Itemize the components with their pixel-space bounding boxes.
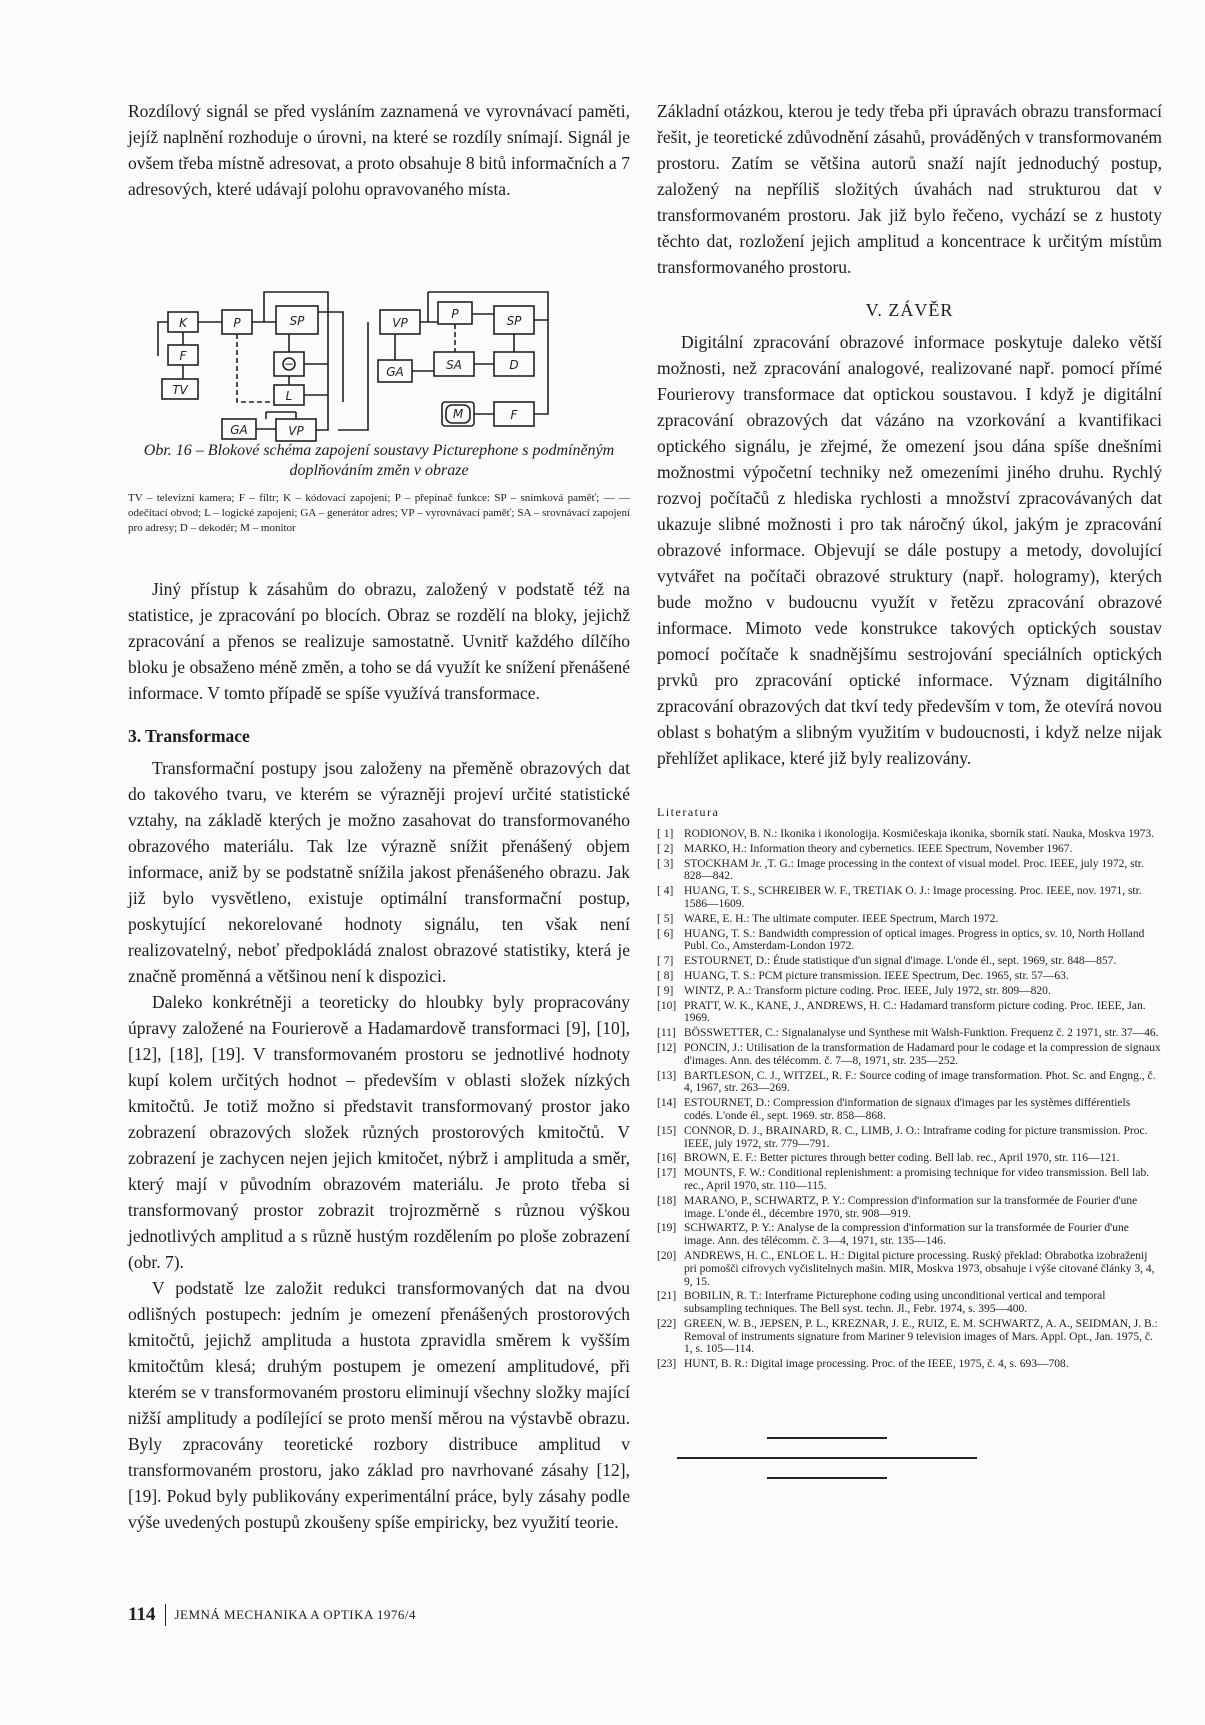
label-vp2: VP <box>392 316 408 330</box>
reference-number: [10] <box>657 999 677 1012</box>
reference-text: WINTZ, P. A.: Transform picture coding. Proc. IEEE, July 1972, str. 809—820. <box>684 984 1051 997</box>
label-k: K <box>179 316 187 330</box>
reference-number: [13] <box>657 1069 677 1082</box>
block-diagram-figure <box>128 252 630 438</box>
figure-legend: TV – televizní kamera; F – filtr; K – kódovací zapojení; P – přepínač funkce: SP – snímková paměť; — — odečítací obvod; L – logické zapojení; GA – generátor adres; VP – vyrovnávací paměť; SA – srovnávací zapojení pro adresy; D – dekodér; M – monitor <box>128 492 630 534</box>
reference-item <box>657 913 1162 926</box>
reference-item <box>657 1167 1162 1193</box>
reference-item <box>657 885 1162 911</box>
reference-number: [ 3] <box>657 857 674 870</box>
reference-number: [18] <box>657 1194 677 1207</box>
reference-text: GREEN, W. B., JEPSEN, P. L., KREZNAR, J. E., RUIZ, E. M. SCHWARTZ, A. A., SEIDMAN, J. B.: Removal of instruments signature from Mariner 9 television images of Mars. Appl. Opt., Jan. 1975, č. 1, s. 105—114. <box>684 1317 1158 1356</box>
reference-number: [15] <box>657 1124 677 1137</box>
reference-text: ESTOURNET, D.: Compression d'information de signaux d'images par les systèmes différentiels codés. L'onde él., sept. 1969. str. 858—868. <box>684 1097 1131 1122</box>
reference-number: [ 6] <box>657 927 674 940</box>
reference-text: MARKO, H.: Information theory and cybernetics. IEEE Spectrum, November 1967. <box>684 842 1073 855</box>
reference-text: CONNOR, D. J., BRAINARD, R. C., LIMB, J. O.: Intraframe coding for picture transmission. Proc. IEEE, july 1972, str. 779—791. <box>684 1124 1148 1150</box>
reference-item <box>657 1358 1162 1371</box>
reference-item <box>657 843 1162 856</box>
block-diagram <box>128 252 630 438</box>
figure-caption: Obr. 16 – Blokové schéma zapojení soustavy Picturephone s podmíněným doplňováním změn v obraze <box>143 442 615 479</box>
right-column <box>657 98 1162 1479</box>
label-ga1: GA <box>230 423 248 437</box>
paragraph: Daleko konkrétněji a teoreticky do hloubky byly propracovány úpravy založené na Fourierově a Hadamardově transformaci [9], [10], [12], [18], [19]. V transformovaném prostoru se jednotlivé hodnoty kupí kolem určitých hodnot – především v oblasti složek nízkých kmitočtů. Je totiž možno si představit transformovaný prostor jako zobrazení obrazových složek různých prostorových kmitočtů. V zobrazení je zachycen nejen jejich kmitočet, nýbrž i amplituda a směr, který mají v původním obrazovém materiálu. Je proto třeba si transformovaný prostor zobrazit trojrozměrně s různou výškou jednotlivých amplitud a s různě hustým rozdělením po ploše zobrazení (obr. 7). <box>128 992 630 1272</box>
reference-item <box>657 1318 1162 1356</box>
reference-text: RODIONOV, B. N.: Ikonika i ikonologija. Kosmičeskaja ikonika, sborník statí. Nauka, Moskva 1973. <box>684 828 1154 840</box>
reference-item <box>657 928 1162 954</box>
reference-text: HUANG, T. S., SCHREIBER W. F., TRETIAK O. J.: Image processing. Proc. IEEE, nov. 1971, str. 1586—1609. <box>684 885 1142 910</box>
reference-text: ANDREWS, H. C., ENLOE L. H.: Digital picture processing. Ruský překlad: Obrabotka izobraženij pri pomošči cifrovych vyčislitelnych mašin. MIR, Moskva 1973, obsahuje i výše citované články 3, 4, 9, 15. <box>684 1249 1155 1288</box>
reference-number: [ 2] <box>657 842 674 855</box>
end-rule <box>767 1477 887 1479</box>
label-vp1: VP <box>288 424 304 438</box>
label-p1: P <box>233 316 241 330</box>
literature-heading: Literatura <box>657 805 720 819</box>
reference-item <box>657 1290 1162 1316</box>
label-l: L <box>285 389 293 403</box>
label-d: D <box>509 358 519 372</box>
reference-text: BÖSSWETTER, C.: Signalanalyse und Synthese mit Walsh-Funktion. Frequenz č. 2 1971, str. 37—46. <box>684 1027 1159 1040</box>
reference-number: [ 4] <box>657 885 674 898</box>
paragraph: Rozdílový signál se před vysláním zaznamená ve vyrovnávací paměti, jejíž naplnění rozhoduje o úrovni, na které se rozdíly snímají. Signál je ovšem třeba místně adresovat, a proto obsahuje 8 bitů informačních a 7 adresových, které udávají polohu opravovaného místa. <box>128 101 630 199</box>
reference-item <box>657 1042 1162 1068</box>
reference-text: ESTOURNET, D.: Étude statistique d'un signal d'image. L'onde él., sept. 1969, str. 848—857. <box>684 955 1117 968</box>
label-f2: F <box>510 408 518 422</box>
reference-item <box>657 1152 1162 1165</box>
page-number: 114 <box>128 1604 156 1625</box>
paragraph: Digitální zpracování obrazové informace poskytuje daleko větší možnosti, než zpracování analogové, realizované např. pomocí přímé Fourierovy transformace dat optickou soustavou. I když je digitální zpracování obrazových dat vázáno na vzorkování a kvantifikaci optického signálu, je zřejmé, že omezení jsou dána spíše dnešními možnostmi výpočetní techniky než omezeními jiného druhu. Rychlý rozvoj počítačů z hlediska rychlosti a množství zpracovávaných dat ukazuje slibné možnosti i pro tak náročný úkol, jakým je zpracování obrazové informace. Objevují se dále postupy a metody, dovolující vytvářet na počítači obrazové struktury (např. hologramy), kterých bude možno v budoucnu využít v řetězu zpracování obrazové informace. Mimoto vede konstrukce takových optických soustav pomocí počítače k snadnějšímu sestrojování speciálních optických prvků pro zpracování optické informace. Význam digitálního zpracování obrazových dat tkví tedy především v tom, že otevírá novou oblast s bohatým a slibným využitím v budoucnosti, i když nelze nijak přehlížet aplikace, které již byly realizovány. <box>657 332 1162 768</box>
reference-text: HUNT, B. R.: Digital image processing. Proc. of the IEEE, 1975, č. 4, s. 693—708. <box>684 1358 1069 1371</box>
label-sa: SA <box>446 358 462 372</box>
reference-text: WARE, E. H.: The ultimate computer. IEEE Spectrum, March 1972. <box>684 912 999 925</box>
reference-number: [14] <box>657 1097 677 1110</box>
reference-number: [ 1] <box>657 828 674 840</box>
left-column <box>128 98 630 1535</box>
paragraph: Základní otázkou, kterou je tedy třeba při úpravách obrazu transformací řešit, je teoretické zdůvodnění zásahů, prováděných v transformovaném prostoru. Zatím se většina autorů snaží najít jednoduchý postup, založený na nepříliš složitých úvahách nad strukturou dat v transformovaném prostoru. Jak již bylo řečeno, vychází se z hustoty těchto dat, rozložení jejich amplitud a koncentrace k určitým místům transformovaného prostoru. <box>657 101 1162 277</box>
reference-item <box>657 970 1162 983</box>
reference-list <box>657 828 1162 1371</box>
reference-number: [19] <box>657 1222 677 1235</box>
reference-text: HUANG, T. S.: Bandwidth compression of optical images. Progress in optics, sv. 10, North Holland Publ. Co., Amsterdam-London 1972. <box>684 927 1145 953</box>
reference-text: SCHWARTZ, P. Y.: Analyse de la compression d'information sur la transformée de Fourier d'une image. Ann. des télécomm. č. 3—4, 1971, str. 135—146. <box>684 1222 1129 1248</box>
paragraph: Jiný přístup k zásahům do obrazu, založený v podstatě též na statistice, je zpracování po blocích. Obraz se rozdělí na bloky, jejichž zpracování a přenos se realizuje samostatně. Uvnitř každého dílčího bloku je obsaženo méně změn, a toho se dá využít ke snížení přenášené informace. V tomto případě se spíše využívá transformace. <box>128 579 630 703</box>
label-minus: − <box>283 357 295 371</box>
reference-number: [11] <box>657 1027 676 1040</box>
section-heading: V. ZÁVĚR <box>865 300 954 320</box>
reference-item <box>657 1125 1162 1151</box>
label-p2: P <box>451 307 459 321</box>
reference-number: [ 8] <box>657 969 674 982</box>
label-m: M <box>452 407 464 421</box>
paragraph: V podstatě lze založit redukci transformovaných dat na dvou odlišných postupech: jedním je omezení přenášených prostorových kmitočtů, jejichž amplituda a hustota zpravidla směrem k vyšším kmitočtům klesá; druhým postupem je omezení amplitudové, při kterém se v transformovaném prostoru eliminují všechny složky mající nižší amplitudy a podílející se proto menší měrou na výstavbě obrazu. Byly zpracovány teoretické rozbory distribuce amplitud v transformovaném prostoru, jako základ pro navrhované zásahy [12], [19]. Pokud byly publikovány experimentální práce, byly zásahy podle výše uvedených postupů zkoušeny spíše empiricky, bez využití teorie. <box>128 1278 630 1532</box>
reference-text: BARTLESON, C. J., WITZEL, R. F.: Source coding of image transformation. Phot. Sc. and Engng., č. 4, 1967, str. 263—269. <box>684 1069 1156 1095</box>
footer-divider <box>165 1604 166 1626</box>
reference-text: BROWN, E. F.: Better pictures through better coding. Bell lab. rec., April 1970, str. 116—121. <box>684 1152 1120 1165</box>
reference-text: MOUNTS, F. W.: Conditional replenishment: a promising technique for video transmission. Bell lab. rec., April 1970, str. 110—115. <box>684 1167 1150 1192</box>
reference-number: [ 5] <box>657 912 674 925</box>
reference-text: PRATT, W. K., KANE, J., ANDREWS, H. C.: Hadamard transform picture coding. Proc. IEEE, Jan. 1969. <box>684 999 1146 1025</box>
section-heading: 3. Transformace <box>128 726 250 746</box>
reference-item <box>657 1000 1162 1026</box>
reference-number: [12] <box>657 1041 677 1054</box>
label-tv: TV <box>172 383 188 397</box>
reference-number: [16] <box>657 1152 677 1165</box>
end-rule <box>767 1437 887 1439</box>
label-sp2: SP <box>506 314 522 328</box>
reference-text: MARANO, P., SCHWARTZ, P. Y.: Compression d'information sur la transformée de Fourier d'une image. L'onde él., décembre 1970, str. 908—919. <box>684 1194 1138 1220</box>
paragraph: Transformační postupy jsou založeny na přeměně obrazových dat do takového tvaru, ve kterém se výrazněji projeví určité statistické vztahy, na základě kterých je možno zasahovat do transformovaného obrazového materiálu. Tak lze výrazně snížit přenášený objem informace, aniž by se podstatně snížila jakost přenášeného obrazu. Jak již bylo vysvětleno, existuje optimální transformační postup, poskytující nekorelované hodnoty signálu, ten však není realizovatelný, neboť předpokládá znalost obrazové statistiky, která je značně proměnná a většinou není k dispozici. <box>128 758 630 986</box>
reference-text: STOCKHAM Jr. ,T. G.: Image processing in the context of visual model. Proc. IEEE, july 1972, str. 828—842. <box>684 857 1144 883</box>
reference-number: [23] <box>657 1358 677 1371</box>
reference-item <box>657 1250 1162 1288</box>
label-ga2: GA <box>386 365 404 379</box>
label-f1: F <box>179 349 187 363</box>
reference-item <box>657 858 1162 884</box>
label-sp1: SP <box>289 314 305 328</box>
reference-number: [ 9] <box>657 984 674 997</box>
page-footer <box>128 1604 416 1626</box>
reference-text: HUANG, T. S.: PCM picture transmission. IEEE Spectrum, Dec. 1965, str. 57—63. <box>684 969 1069 982</box>
end-rule <box>677 1457 977 1459</box>
reference-item <box>657 955 1162 968</box>
reference-item <box>657 1222 1162 1248</box>
reference-number: [17] <box>657 1167 677 1180</box>
reference-item <box>657 828 1162 841</box>
end-rules <box>657 1419 1162 1479</box>
reference-item <box>657 1027 1162 1040</box>
reference-item <box>657 985 1162 998</box>
reference-number: [20] <box>657 1249 677 1262</box>
reference-number: [21] <box>657 1290 677 1303</box>
reference-number: [22] <box>657 1317 677 1330</box>
reference-text: PONCIN, J.: Utilisation de la transformation de Hadamard pour le codage et la compression de signaux d'images. Ann. des télécomm. č. 7—8, 1971, str. 235—252. <box>684 1041 1161 1067</box>
reference-item <box>657 1070 1162 1096</box>
reference-item <box>657 1097 1162 1123</box>
reference-text: BOBILIN, R. T.: Interframe Picturephone coding using unconditional vertical and temporal subsampling techniques. The Bell syst. techn. Jl., Febr. 1974, s. 395—400. <box>684 1290 1106 1316</box>
reference-item <box>657 1195 1162 1221</box>
reference-number: [ 7] <box>657 955 674 968</box>
journal-name: JEMNÁ MECHANIKA A OPTIKA 1976/4 <box>174 1607 417 1622</box>
